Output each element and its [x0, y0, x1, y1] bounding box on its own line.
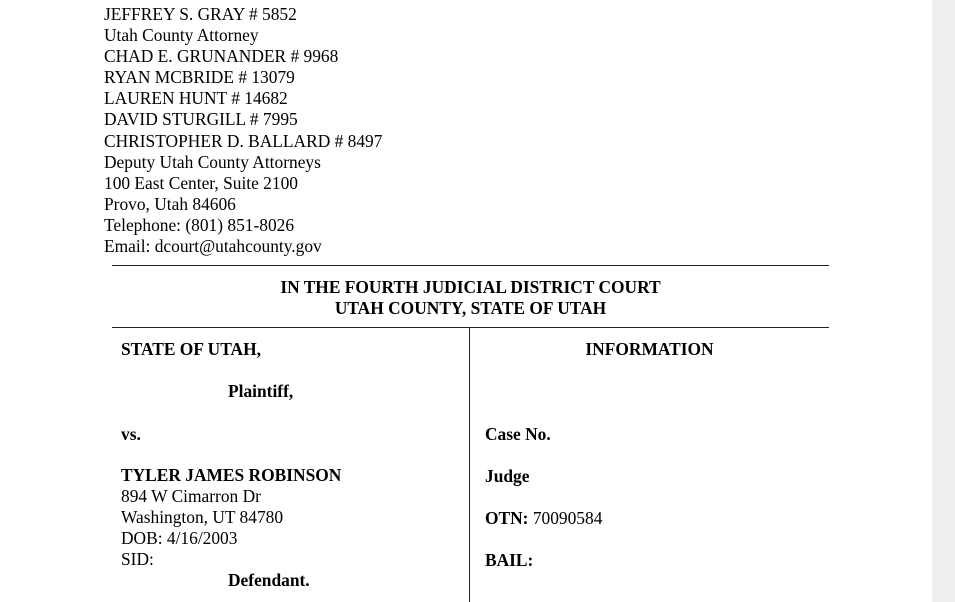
case-number-label: Case No.: [485, 424, 551, 444]
defendant-name: TYLER JAMES ROBINSON: [121, 465, 342, 485]
attorney-line: DAVID STURGILL # 7995: [104, 109, 298, 130]
otn-value: 70090584: [528, 508, 603, 528]
court-jurisdiction: UTAH COUNTY, STATE OF UTAH: [334, 298, 607, 318]
defendant-sid: SID:: [121, 549, 154, 569]
judge-label: Judge: [485, 466, 530, 486]
caption-vertical-divider: [469, 328, 470, 602]
document-title: INFORMATION: [585, 339, 714, 359]
attorney-line: CHAD E. GRUNANDER # 9968: [104, 46, 339, 67]
court-name: IN THE FOURTH JUDICIAL DISTRICT COURT: [280, 277, 661, 297]
address-line: Provo, Utah 84606: [104, 193, 236, 214]
otn-field: [485, 508, 602, 529]
attorney-line: Utah County Attorney: [104, 25, 259, 46]
court-heading: [112, 277, 829, 319]
defendant-role: Defendant.: [228, 570, 310, 590]
plaintiff-name: STATE OF UTAH,: [121, 339, 261, 359]
defendant-dob: DOB: 4/16/2003: [121, 528, 238, 548]
scrollbar-gutter[interactable]: [932, 0, 955, 602]
telephone-line: Telephone: (801) 851-8026: [104, 214, 295, 235]
attorney-line: Deputy Utah County Attorneys: [104, 151, 321, 172]
attorney-header: [104, 4, 382, 257]
defendant-address-street: 894 W Cimarron Dr: [121, 486, 261, 506]
attorney-line: JEFFREY S. GRAY # 5852: [104, 4, 297, 24]
attorney-line: LAUREN HUNT # 14682: [104, 88, 288, 109]
email-line: Email: dcourt@utahcounty.gov: [104, 236, 322, 257]
attorney-line: CHRISTOPHER D. BALLARD # 8497: [104, 130, 383, 151]
address-line: 100 East Center, Suite 2100: [104, 172, 298, 193]
attorney-line: RYAN MCBRIDE # 13079: [104, 67, 295, 88]
plaintiff-role: Plaintiff,: [228, 381, 294, 401]
defendant-address-city: Washington, UT 84780: [121, 507, 284, 527]
bail-label: BAIL:: [485, 550, 534, 570]
otn-label: OTN:: [485, 508, 529, 528]
versus-label: vs.: [121, 424, 141, 444]
top-divider: [112, 265, 829, 266]
caption-top-divider: [112, 327, 829, 328]
